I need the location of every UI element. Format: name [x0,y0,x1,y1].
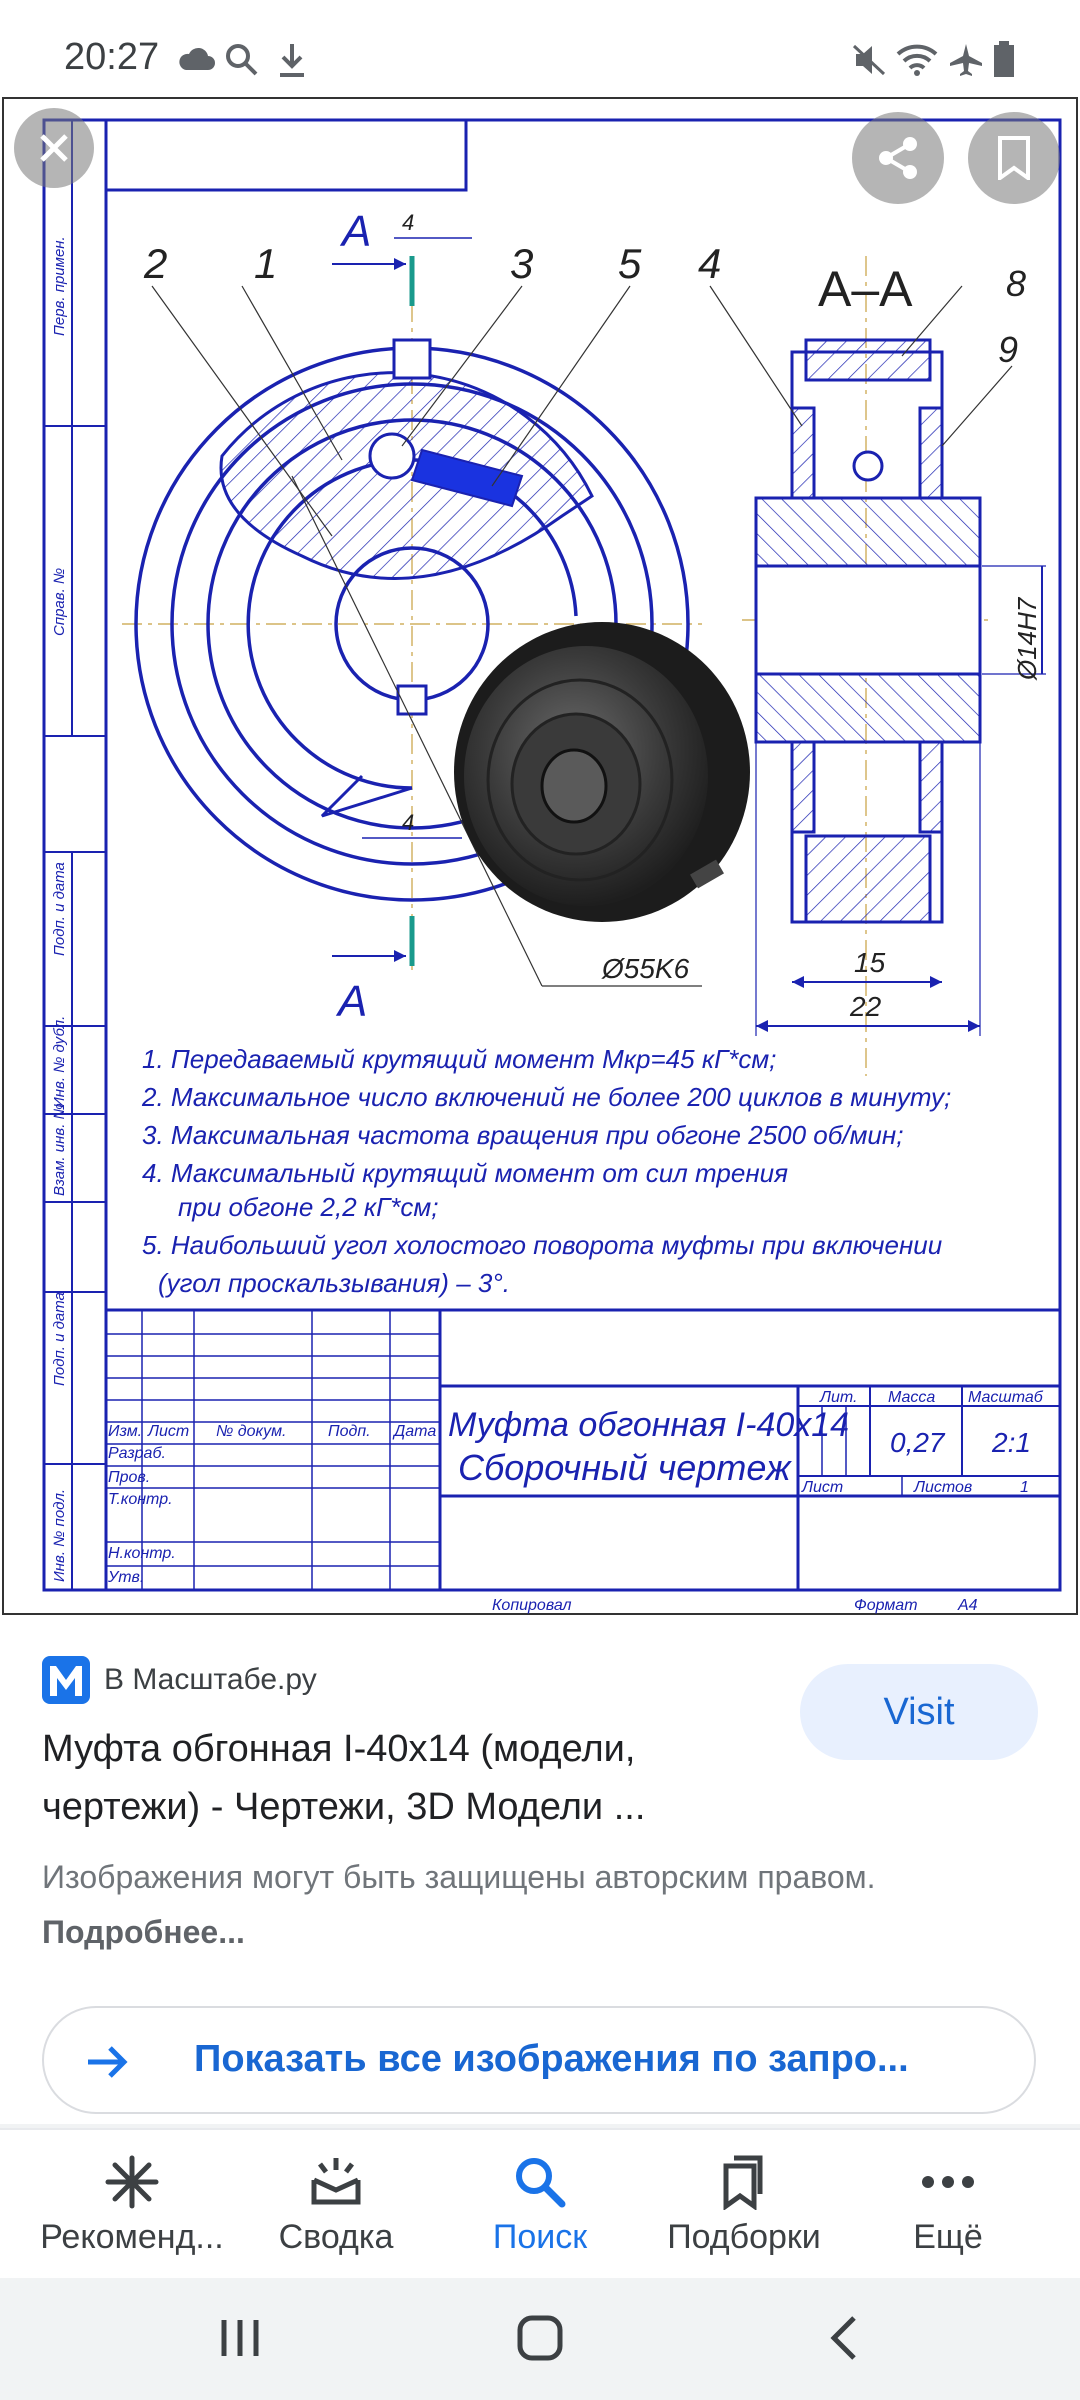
back-icon [824,2314,864,2362]
bottom-nav [0,2128,1080,2278]
note-line: при обгоне 2,2 кГ*см; [178,1192,439,1222]
section-mark-a-bottom: A [338,977,368,1026]
recents-icon [218,2318,262,2358]
section-mark-a-top: A [342,207,372,256]
side-label: Инв. № дубл. [51,1015,68,1108]
side-label: Взам. инв. № [51,1103,68,1196]
note-line: 5. Наибольший угол холостого поворота муфты при включении [142,1230,943,1260]
note-line: 4. Максимальный крутящий момент от сил трения [142,1158,789,1188]
section-title: A–A [818,261,913,317]
tb-name-line1: Муфта обгонная I-40x14 [448,1406,850,1444]
dim-width-outer: 22 [850,991,882,1022]
nav-collections[interactable] [636,2152,852,2272]
tb-format-label: Формат [854,1597,918,1614]
battery-icon [992,40,1016,78]
show-all-label: Показать все изображения по запро... [194,2038,909,2080]
recents-button[interactable] [200,2308,280,2368]
tb-row-label: Разраб. [108,1445,166,1462]
tb-col-header: Изм. [108,1423,143,1440]
callout: 2 [144,240,168,287]
callout: 8 [1006,263,1027,304]
note-line: 2. Максимальное число включений не более 200 циклов в минуту; [142,1082,952,1112]
dim-width-inner: 15 [854,947,886,978]
wifi-icon [896,42,938,76]
dim-diameter-outer: Ø55K6 [602,953,690,984]
tb-row-label: Пров. [108,1469,151,1486]
note-line: (угол проскальзывания) – 3°. [158,1268,510,1298]
tb-col-header: № докум. [216,1423,287,1440]
close-button[interactable] [14,108,94,188]
source-name: В Масштабе.ру [104,1663,317,1696]
m-logo-icon [46,1662,86,1698]
download-icon [276,42,308,78]
nav-recommendations[interactable] [24,2152,240,2272]
tb-sheets-label: Листов [914,1479,973,1496]
technical-drawing [2,96,1078,1616]
callout: 5 [618,240,642,287]
airplane-icon [948,42,984,78]
note-line: 1. Передаваемый крутящий момент Мкр=45 кГ*см; [142,1044,777,1074]
nav-search[interactable] [432,2152,648,2272]
tb-row-label: Н.контр. [108,1545,176,1562]
nav-updates[interactable] [228,2152,444,2272]
more-link[interactable]: Подробнее... [42,1914,245,1950]
tb-mass-label: Масса [888,1389,936,1406]
bookmark-icon [994,136,1034,180]
collections-icon [716,2154,772,2210]
nav-label: Рекоменд... [40,2218,224,2256]
callout: 1 [254,240,278,287]
visit-button[interactable]: Visit [800,1664,1038,1760]
more-icon [920,2172,976,2192]
image-viewer [0,96,1080,1616]
asterisk-icon [104,2154,160,2210]
share-icon [874,134,922,182]
tb-lit-label: Лит. [820,1389,858,1406]
source-logo [42,1656,90,1704]
3d-render [454,622,750,922]
tb-sheets-value: 1 [1020,1479,1029,1496]
updates-icon [308,2154,364,2210]
tb-sheet-label: Лист [802,1479,844,1496]
bookmark-button[interactable] [968,112,1060,204]
nav-more[interactable] [840,2152,1056,2272]
nav-label: Ещё [913,2218,983,2256]
tb-scale-label: Масштаб [968,1389,1043,1406]
side-label: Инв. № подл. [51,1488,68,1582]
tb-col-header: Лист [148,1423,190,1440]
result-title[interactable]: Муфта обгонная I-40x14 (модели, чертежи) - Чертежи, 3D Модели ... [42,1728,646,1828]
arrow-right-icon [82,2036,134,2088]
close-icon [34,128,74,168]
tb-copied: Копировал [492,1597,572,1614]
status-bar [0,0,1080,96]
dim-bottom-gap: 4 [402,810,415,835]
tb-mass-value: 0,27 [890,1427,945,1458]
tb-row-label: Т.контр. [108,1491,173,1508]
home-icon [516,2314,564,2362]
nav-label: Поиск [492,2218,588,2256]
callout: 4 [698,240,722,287]
source-row[interactable] [42,1652,317,1708]
show-all-images-button[interactable] [42,2006,1036,2114]
cloud-icon [176,44,216,72]
tb-scale-value: 2:1 [992,1427,1031,1458]
note-line: 3. Максимальная частота вращения при обгоне 2500 об/мин; [142,1120,904,1150]
tb-name-line2: Сборочный чертеж [458,1447,791,1488]
tb-col-header: Подп. [328,1423,371,1440]
callout: 3 [510,240,534,287]
back-button[interactable] [804,2308,884,2368]
side-label: Подп. и дата [51,862,68,956]
system-nav-bar [0,2278,1080,2400]
side-label: Подп. и дата [51,1292,68,1386]
tb-row-label: Утв. [108,1569,145,1586]
nav-label: Сводка [278,2218,394,2256]
tb-format-value: A4 [958,1597,978,1614]
side-label: Перв. примен. [51,236,68,336]
copyright-notice [42,1850,942,1960]
side-label: Справ. № [51,567,68,636]
copyright-text: Изображения могут быть защищены авторским правом. [42,1859,876,1895]
status-time: 20:27 [64,36,160,78]
search-icon [512,2154,568,2210]
tb-col-header: Дата [394,1423,437,1440]
dim-top-gap: 4 [402,210,415,235]
nav-label: Подборки [667,2218,821,2256]
callout: 9 [998,329,1019,370]
share-button[interactable] [852,112,944,204]
mute-icon [852,44,886,76]
home-button[interactable] [500,2308,580,2368]
search-icon [224,42,260,78]
dim-diameter-bore: Ø14H7 [1012,597,1042,680]
